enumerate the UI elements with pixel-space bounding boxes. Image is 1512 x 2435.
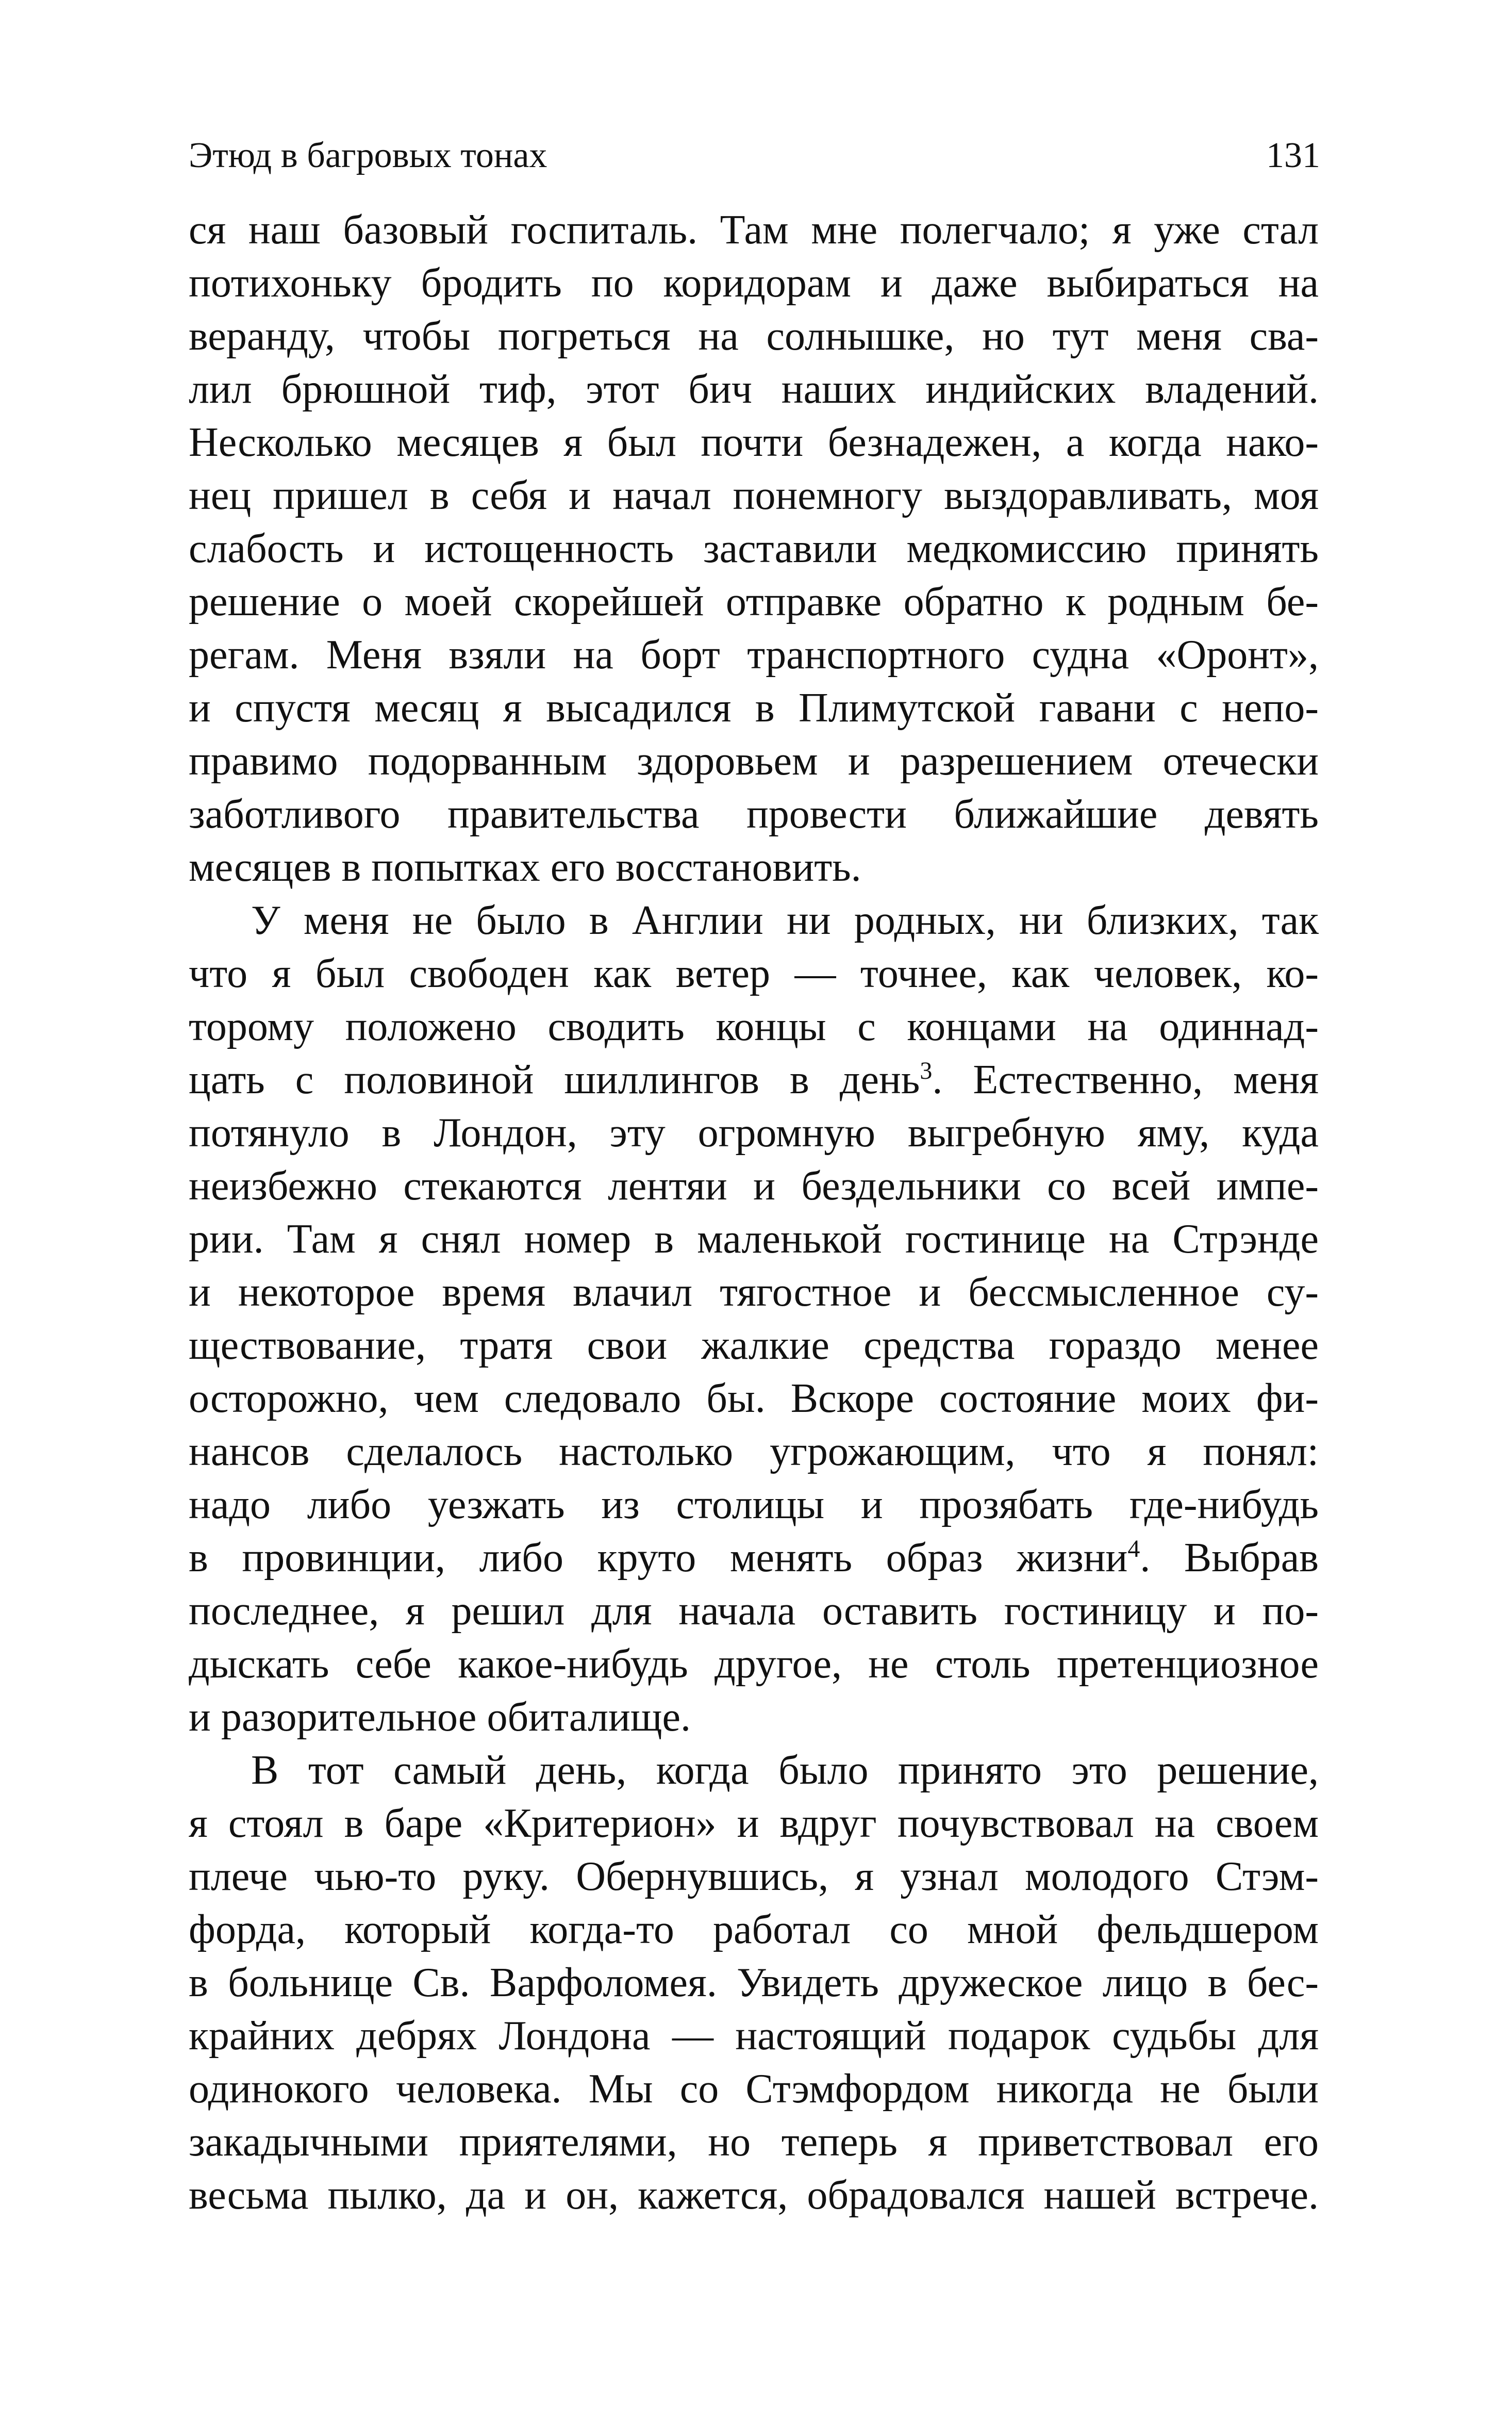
body-text [189,204,1319,2222]
text-line: и спустя месяц я высадился в Плимутской гавани с непо- [189,685,1319,731]
text-line: плече чью-то руку. Обернувшись, я узнал молодого Стэм- [189,1854,1319,1899]
running-head [189,135,1320,176]
text-line: нансов сделалось настолько угрожающим, что я понял: [189,1429,1319,1474]
text-line: и разорительное обиталище. [189,1694,691,1740]
text-line-with-footnote [189,1054,1319,1107]
text-line: в больнице Св. Варфоломея. Увидеть дружеское лицо в бес- [189,1960,1319,2005]
text-line: форда, который когда-то работал со мной фельдшером [189,1907,1319,1952]
text-line: решение о моей скорейшей отправке обратно к родным бе- [189,579,1319,624]
footnote-mark[interactable]: 3 [920,1057,933,1084]
paragraph-1 [189,204,1319,894]
text-line: крайних дебрях Лондона — настоящий подарок судьбы для [189,2013,1319,2059]
text-line: У меня не было в Англии ни родных, ни близких, так [251,898,1319,943]
text-segment: цать с половиной шиллингов в день [189,1057,920,1103]
text-line: дыскать себе какое-нибудь другое, не столь претенциозное [189,1641,1319,1687]
text-line: и некоторое время влачил тягостное и бессмысленное су- [189,1270,1319,1315]
text-line: заботливого правительства провести ближайшие девять [189,792,1319,837]
text-line: надо либо уезжать из столицы и прозябать где-нибудь [189,1482,1319,1527]
text-line: потянуло в Лондон, эту огромную выгребную яму, куда [189,1110,1319,1156]
text-line: что я был свободен как ветер — точнее, как человек, ко- [189,951,1319,996]
text-line: последнее, я решил для начала оставить гостиницу и по- [189,1588,1319,1634]
text-line: закадычными приятелями, но теперь я приветствовал его [189,2119,1319,2165]
text-line: неизбежно стекаются лентяи и бездельники со всей импе- [189,1163,1319,1209]
text-line: осторожно, чем следовало бы. Вскоре состояние моих фи- [189,1376,1319,1421]
paragraph-3 [189,1744,1319,2222]
text-segment: . Естественно, меня [932,1057,1319,1103]
text-line: потихоньку бродить по коридорам и даже выбираться на [189,260,1319,306]
text-line: торому положено сводить концы с концами на одиннад- [189,1004,1319,1049]
text-line: ся наш базовый госпиталь. Там мне полегчало; я уже стал [189,207,1319,253]
page-number: 131 [1266,136,1320,175]
text-line: я стоял в баре «Критерион» и вдруг почувствовал на своем [189,1801,1319,1846]
text-segment: в провинции, либо круто менять образ жизни [189,1535,1128,1581]
text-line: нец пришел в себя и начал понемногу выздоравливать, моя [189,473,1319,518]
footnote-mark[interactable]: 4 [1127,1535,1140,1562]
text-line: ществование, тратя свои жалкие средства гораздо менее [189,1323,1319,1368]
paragraph-2 [189,894,1319,1744]
text-line: рии. Там я снял номер в маленькой гостинице на Стрэнде [189,1216,1319,1262]
text-line: веранду, чтобы погреться на солнышке, но тут меня сва- [189,314,1319,359]
running-title: Этюд в багровых тонах [189,136,547,175]
text-line-with-footnote [189,1532,1319,1585]
text-segment: . Выбрав [1140,1535,1319,1581]
text-line: правимо подорванным здоровьем и разрешением отечески [189,738,1319,784]
text-line: Несколько месяцев я был почти безнадежен, а когда нако- [189,420,1319,465]
text-line: слабость и истощенность заставили медкомиссию принять [189,526,1319,571]
text-line: весьма пылко, да и он, кажется, обрадовался нашей встрече. [189,2173,1319,2218]
text-line: месяцев в попытках его восстановить. [189,845,861,890]
text-line: регам. Меня взяли на борт транспортного судна «Оронт», [189,632,1319,678]
text-line: В тот самый день, когда было принято это решение, [251,1748,1319,1793]
text-line: одинокого человека. Мы со Стэмфордом никогда не были [189,2066,1319,2112]
text-line: лил брюшной тиф, этот бич наших индийских владений. [189,367,1319,412]
